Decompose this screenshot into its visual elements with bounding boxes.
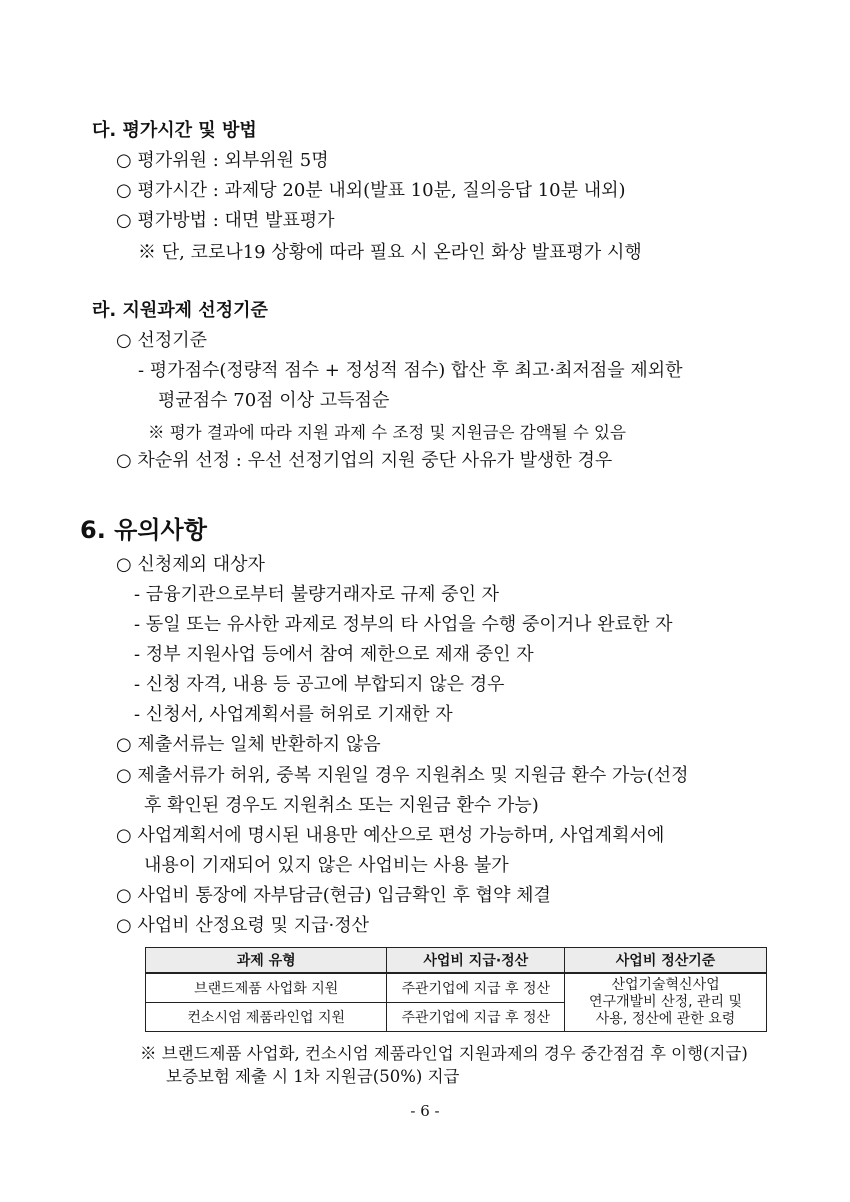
section-da-heading: 다. 평가시간 및 방법 bbox=[92, 120, 257, 141]
list-item: ○ 선정기준 bbox=[116, 330, 207, 351]
page-number: - 6 - bbox=[410, 1102, 440, 1120]
standard-line: 연구개발비 산정, 관리 및 bbox=[589, 994, 743, 1010]
payment-cell: 주관기업에 지급 후 정산 bbox=[387, 973, 565, 1003]
list-item-continued: 내용이 기재되어 있지 않은 사업비는 사용 불가 bbox=[144, 855, 509, 876]
list-item-continued: 후 확인된 경우도 지원취소 또는 지원금 환수 가능) bbox=[144, 795, 539, 816]
task-type-cell: 컨소시엄 제품라인업 지원 bbox=[146, 1003, 387, 1032]
standard-line: 사용, 정산에 관한 요령 bbox=[595, 1011, 736, 1027]
list-item: ○ 차순위 선정 : 우선 선정기업의 지원 중단 사유가 발생한 경우 bbox=[116, 450, 613, 471]
task-type-cell: 브랜드제품 사업화 지원 bbox=[146, 973, 387, 1003]
table-row bbox=[146, 973, 767, 1003]
sub-item: - 동일 또는 유사한 과제로 정부의 타 사업을 수행 중이거나 완료한 자 bbox=[134, 614, 673, 635]
list-item: ○ 평가위원 : 외부위원 5명 bbox=[116, 150, 329, 171]
section-ra-heading: 라. 지원과제 선정기준 bbox=[92, 300, 268, 321]
footnote: ※ 브랜드제품 사업화, 컨소시엄 제품라인업 지원과제의 경우 중간점검 후 이행(지급) bbox=[140, 1044, 748, 1063]
list-item: ○ 평가시간 : 과제당 20분 내외(발표 10분, 질의응답 10분 내외) bbox=[116, 180, 626, 201]
list-item: ○ 사업비 산정요령 및 지급·정산 bbox=[116, 915, 369, 936]
column-header: 과제 유형 bbox=[146, 948, 387, 974]
note: ※ 단, 코로나19 상황에 따라 필요 시 온라인 화상 발표평가 시행 bbox=[138, 242, 642, 263]
list-item: ○ 제출서류가 허위, 중복 지원일 경우 지원취소 및 지원금 환수 가능(선정 bbox=[116, 765, 689, 786]
list-item: ○ 신청제외 대상자 bbox=[116, 554, 265, 575]
payment-cell: 주관기업에 지급 후 정산 bbox=[387, 1003, 565, 1032]
standard-line: 산업기술혁신사업 bbox=[611, 977, 720, 993]
list-item: ○ 사업비 통장에 자부담금(현금) 입금확인 후 협약 체결 bbox=[116, 885, 551, 906]
sub-item: - 신청 자격, 내용 등 공고에 부합되지 않은 경우 bbox=[134, 674, 505, 695]
footnote-continued: 보증보험 제출 시 1차 지원금(50%) 지급 bbox=[166, 1067, 460, 1086]
sub-item: - 평가점수(정량적 점수 + 정성적 점수) 합산 후 최고·최저점을 제외한 bbox=[138, 360, 683, 381]
list-item: ○ 제출서류는 일체 반환하지 않음 bbox=[116, 734, 381, 755]
cost-table bbox=[145, 947, 767, 1032]
sub-item: - 신청서, 사업계획서를 허위로 기재한 자 bbox=[134, 704, 453, 725]
sub-item-continued: 평균점수 70점 이상 고득점순 bbox=[158, 390, 390, 411]
sub-item: - 금융기관으로부터 불량거래자로 규제 중인 자 bbox=[134, 584, 500, 605]
note: ※ 평가 결과에 따라 지원 과제 수 조정 및 지원금은 감액될 수 있음 bbox=[148, 423, 626, 442]
sub-item: - 정부 지원사업 등에서 참여 제한으로 제재 중인 자 bbox=[134, 644, 534, 665]
table-header-row bbox=[146, 948, 767, 974]
column-header: 사업비 지급·정산 bbox=[387, 948, 565, 974]
section-6-heading: 6. 유의사항 bbox=[80, 516, 207, 544]
list-item: ○ 사업계획서에 명시된 내용만 예산으로 편성 가능하며, 사업계획서에 bbox=[116, 825, 665, 846]
column-header: 사업비 정산기준 bbox=[565, 948, 767, 974]
standard-cell bbox=[565, 973, 767, 1032]
list-item: ○ 평가방법 : 대면 발표평가 bbox=[116, 210, 335, 231]
